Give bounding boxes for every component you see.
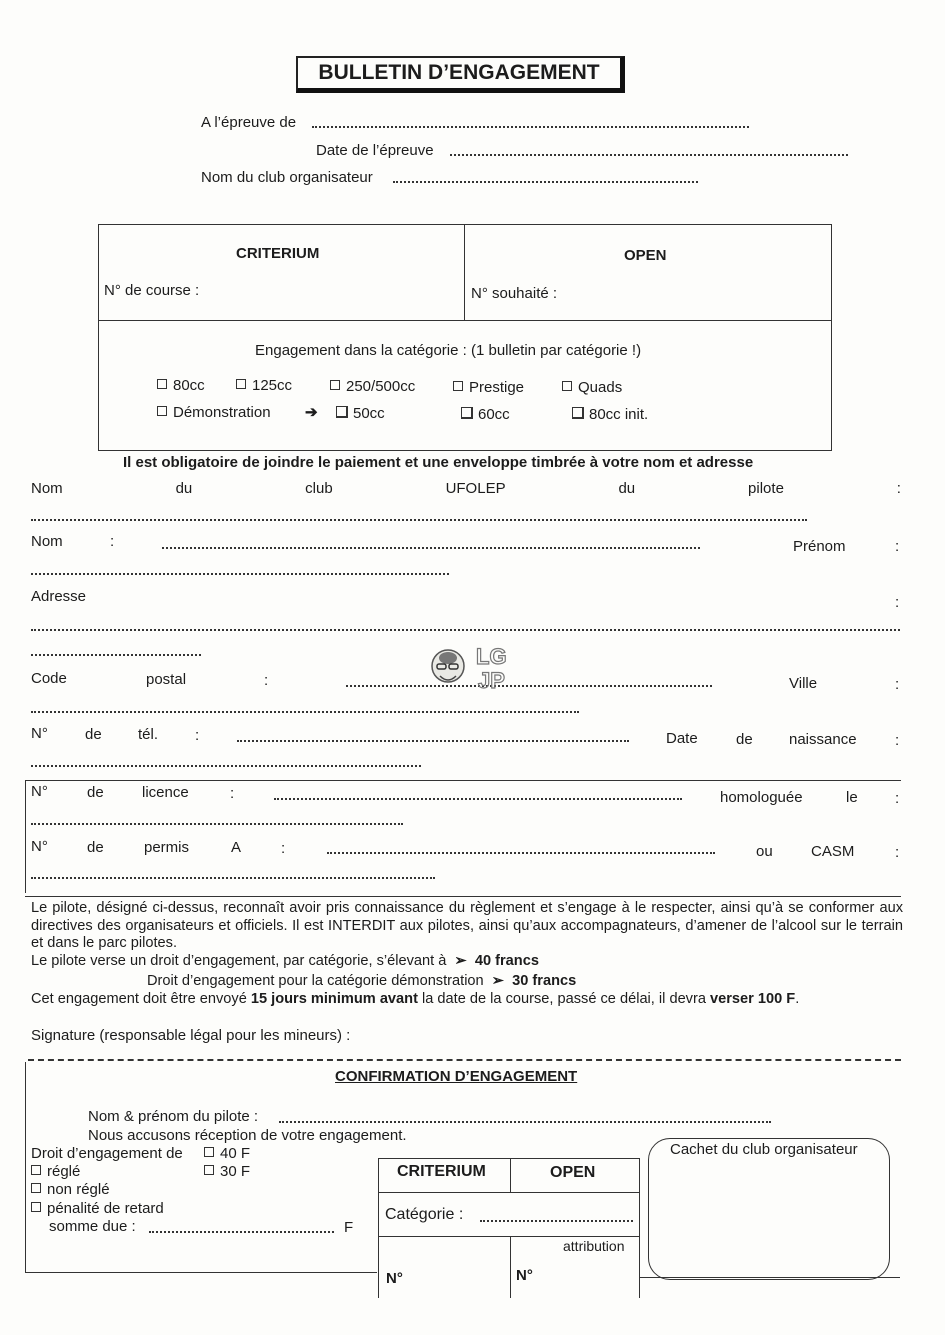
permis-colon: : [281, 840, 286, 857]
adresse-field[interactable] [31, 629, 900, 631]
label-word: UFOLEP [445, 480, 506, 497]
cachet-label: Cachet du club organisateur [670, 1141, 858, 1158]
demo-fee-line [147, 972, 576, 989]
category-box-separator [98, 320, 831, 321]
ville-field[interactable] [31, 711, 579, 713]
page-title: BULLETIN D’ENGAGEMENT [296, 56, 625, 93]
pilote-name-label: Nom & prénom du pilote : [88, 1108, 259, 1125]
confirmation-frame-left [25, 1062, 26, 1272]
cut-line [28, 1059, 901, 1061]
table-number-criterium: N° [386, 1270, 403, 1287]
casm-field[interactable] [31, 877, 435, 879]
checkbox-regle[interactable] [31, 1163, 80, 1180]
engagement-category-text: Engagement dans la catégorie : (1 bulletin par catégorie !) [255, 342, 642, 359]
lgjp-stamp-logo [428, 636, 518, 698]
course-number-label: N° de course : [104, 282, 200, 299]
demo-fee-amount: 30 francs [512, 973, 577, 989]
permis-no-label: N° [31, 838, 48, 855]
naissance-date-label: Date [666, 730, 698, 747]
checkbox-label: 30 F [220, 1163, 251, 1180]
adresse-field-2[interactable] [31, 654, 201, 656]
permis-field[interactable] [327, 852, 715, 854]
category-box-divider [464, 224, 465, 321]
checkbox-label: Prestige [469, 379, 525, 396]
arrow-right-icon: ➢ [450, 953, 471, 969]
checkbox-label: 80cc [173, 377, 205, 394]
checkbox-icon [453, 381, 463, 391]
checkbox-60cc[interactable] [461, 406, 510, 423]
naissance-label: naissance [789, 731, 857, 748]
permis-label: permis [144, 839, 190, 856]
ville-colon: : [895, 676, 900, 693]
obligation-notice: Il est obligatoire de joindre le paiement et une enveloppe timbrée à votre nom et adresse [123, 454, 754, 471]
epreuve-field[interactable] [312, 126, 749, 128]
checkbox-label: pénalité de retard [47, 1200, 164, 1217]
ufolep-club-row [31, 480, 901, 497]
somme-unit: F [344, 1219, 354, 1236]
demo-fee-text: Droit d’engagement pour la catégorie démonstration [147, 973, 484, 989]
licence-frame-top [25, 780, 901, 781]
nom-colon: : [110, 533, 115, 550]
fee-line [31, 952, 539, 969]
souhaite-number-label: N° souhaité : [471, 285, 558, 302]
somme-label: somme due : [49, 1218, 136, 1235]
checkbox-label: Démonstration [173, 404, 271, 421]
adresse-colon: : [895, 594, 900, 611]
licence-label: licence [142, 784, 189, 801]
arrow-right-icon: ➔ [305, 404, 318, 421]
criterium-heading: CRITERIUM [236, 245, 320, 262]
checkbox-icon [204, 1165, 214, 1175]
checkbox-125cc[interactable] [236, 377, 292, 394]
checkbox-80cc-init[interactable] [572, 406, 648, 423]
table-row-line-2 [378, 1236, 640, 1237]
checkbox-icon [31, 1202, 41, 1212]
date-epreuve-label: Date de l’épreuve [316, 142, 434, 159]
checkbox-80cc[interactable] [157, 377, 205, 394]
table-open-heading: OPEN [550, 1164, 596, 1181]
checkbox-icon [157, 379, 167, 389]
somme-field[interactable] [149, 1231, 334, 1233]
checkbox-icon [330, 380, 340, 390]
signature-label: Signature (responsable légal pour les mineurs) : [31, 1027, 351, 1044]
nom-field[interactable] [162, 547, 700, 549]
date-epreuve-field[interactable] [450, 154, 848, 156]
table-attribution-label: attribution [563, 1238, 625, 1254]
fee-amount: 40 francs [474, 953, 539, 969]
prenom-field[interactable] [31, 573, 449, 575]
checkbox-icon [204, 1147, 214, 1157]
ufolep-club-field[interactable] [31, 519, 807, 521]
licence-no-label: N° [31, 783, 48, 800]
table-left [378, 1158, 379, 1298]
confirmation-frame-bottom [25, 1272, 377, 1273]
club-stamp-box [648, 1138, 890, 1280]
postal-label: postal [146, 671, 187, 688]
checkbox-demonstration[interactable] [157, 404, 271, 421]
deadline-text: la date de la course, passé ce délai, il devra [422, 991, 706, 1007]
stamp-text-lg: LG [476, 644, 507, 669]
table-top [378, 1158, 640, 1159]
tel-colon: : [195, 727, 200, 744]
licence-field[interactable] [274, 798, 682, 800]
casm-label: CASM [811, 843, 855, 860]
code-postal-colon: : [264, 672, 269, 689]
homologuee-colon: : [895, 790, 900, 807]
fee-text: Le pilote verse un droit d’engagement, par catégorie, s’élevant à [31, 953, 447, 969]
table-mid-top [510, 1158, 511, 1192]
deadline-bold: 15 jours minimum avant [250, 991, 418, 1007]
code-postal-field[interactable] [346, 685, 712, 687]
table-row-line-1 [378, 1192, 640, 1193]
checkbox-250-500cc[interactable] [330, 378, 415, 395]
casm-colon: : [895, 844, 900, 861]
epreuve-label: A l’épreuve de [201, 114, 297, 131]
checkbox-icon [461, 407, 473, 419]
tel-de-label: de [85, 726, 102, 743]
prenom-label: Prénom [793, 538, 846, 555]
checkbox-icon [562, 381, 572, 391]
checkbox-label: non réglé [47, 1181, 110, 1198]
club-organisateur-label: Nom du club organisateur [201, 169, 373, 186]
naissance-colon: : [895, 732, 900, 749]
label-word: pilote [748, 480, 784, 497]
checkbox-icon [31, 1165, 41, 1175]
checkbox-prestige[interactable] [453, 379, 524, 396]
checkbox-label: réglé [47, 1163, 81, 1180]
label-word: club [305, 480, 333, 497]
checkbox-quads[interactable] [562, 379, 622, 396]
checkbox-penalite[interactable] [31, 1200, 164, 1217]
cachet-baseline [640, 1277, 900, 1278]
homologuee-label: homologuée [720, 789, 803, 806]
checkbox-label: 60cc [478, 406, 510, 423]
reception-text: Nous accusons réception de votre engagement. [88, 1127, 407, 1144]
permis-a-label: A [231, 839, 242, 856]
deadline-line [31, 991, 799, 1007]
checkbox-icon [572, 407, 584, 419]
permis-de-label: de [87, 839, 104, 856]
adresse-label: Adresse [31, 588, 87, 605]
tel-field[interactable] [237, 740, 629, 742]
homologuee-field[interactable] [31, 823, 403, 825]
licence-frame-left [25, 780, 26, 893]
checkbox-icon [336, 406, 348, 418]
table-mid-bottom [510, 1236, 511, 1298]
table-number-open: N° [516, 1267, 533, 1284]
checkbox-label: 40 F [220, 1145, 251, 1162]
arrow-right-icon: ➢ [487, 973, 509, 989]
licence-colon: : [230, 785, 235, 802]
prenom-colon: : [895, 538, 900, 555]
tel-no-label: N° [31, 725, 48, 742]
checkbox-icon [157, 406, 167, 416]
nom-label: Nom [31, 533, 63, 550]
checkbox-50cc[interactable] [336, 405, 385, 422]
licence-frame-bottom [25, 896, 901, 897]
checkbox-non-regle[interactable] [31, 1181, 110, 1198]
table-categorie-field[interactable] [480, 1220, 633, 1222]
stamp-graphic [428, 636, 518, 698]
checkbox-label: 125cc [252, 377, 293, 394]
deadline-penalty: verser 100 F [710, 991, 796, 1007]
casm-ou-label: ou [756, 843, 773, 860]
ville-label: Ville [789, 675, 818, 692]
deadline-period: . [795, 991, 800, 1007]
naissance-de-label: de [736, 731, 753, 748]
checkbox-label: 80cc init. [589, 406, 649, 423]
checkbox-30f[interactable] [204, 1163, 250, 1180]
checkbox-icon [236, 379, 246, 389]
label-colon: : [896, 480, 901, 497]
club-organisateur-field[interactable] [393, 181, 698, 183]
homologuee-le-label: le [846, 789, 858, 806]
open-heading: OPEN [624, 247, 667, 264]
terms-paragraph: Le pilote, désigné ci-dessus, reconnaît avoir pris connaissance du règlement et s’engage à le respecter, ainsi qu’à se conformer aux directives des organisateurs et officiels. Il est INTERDIT aux pilotes, ainsi qu’aux accompagnateurs, d’amener de l’alcool sur le terrain et dans le parc pilotes. [31, 900, 903, 951]
naissance-field[interactable] [31, 765, 421, 767]
checkbox-40f[interactable] [204, 1145, 250, 1162]
licence-de-label: de [87, 784, 104, 801]
droit-label: Droit d’engagement de [31, 1145, 183, 1162]
code-label: Code [31, 670, 67, 687]
deadline-text: Cet engagement doit être envoyé [31, 991, 247, 1007]
table-criterium-heading: CRITERIUM [397, 1163, 486, 1180]
checkbox-label: 50cc [353, 405, 385, 422]
label-word: du [175, 480, 193, 497]
confirmation-title: CONFIRMATION D’ENGAGEMENT [335, 1068, 578, 1085]
table-categorie-label: Catégorie : [385, 1206, 464, 1223]
checkbox-label: Quads [578, 379, 623, 396]
tel-label: tél. [138, 726, 159, 743]
pilote-name-field[interactable] [279, 1121, 771, 1123]
label-word: du [618, 480, 636, 497]
checkbox-label: 250/500cc [346, 378, 416, 395]
stamp-text-jp: JP [478, 668, 505, 693]
checkbox-icon [31, 1183, 41, 1193]
label-word: Nom [31, 480, 63, 497]
